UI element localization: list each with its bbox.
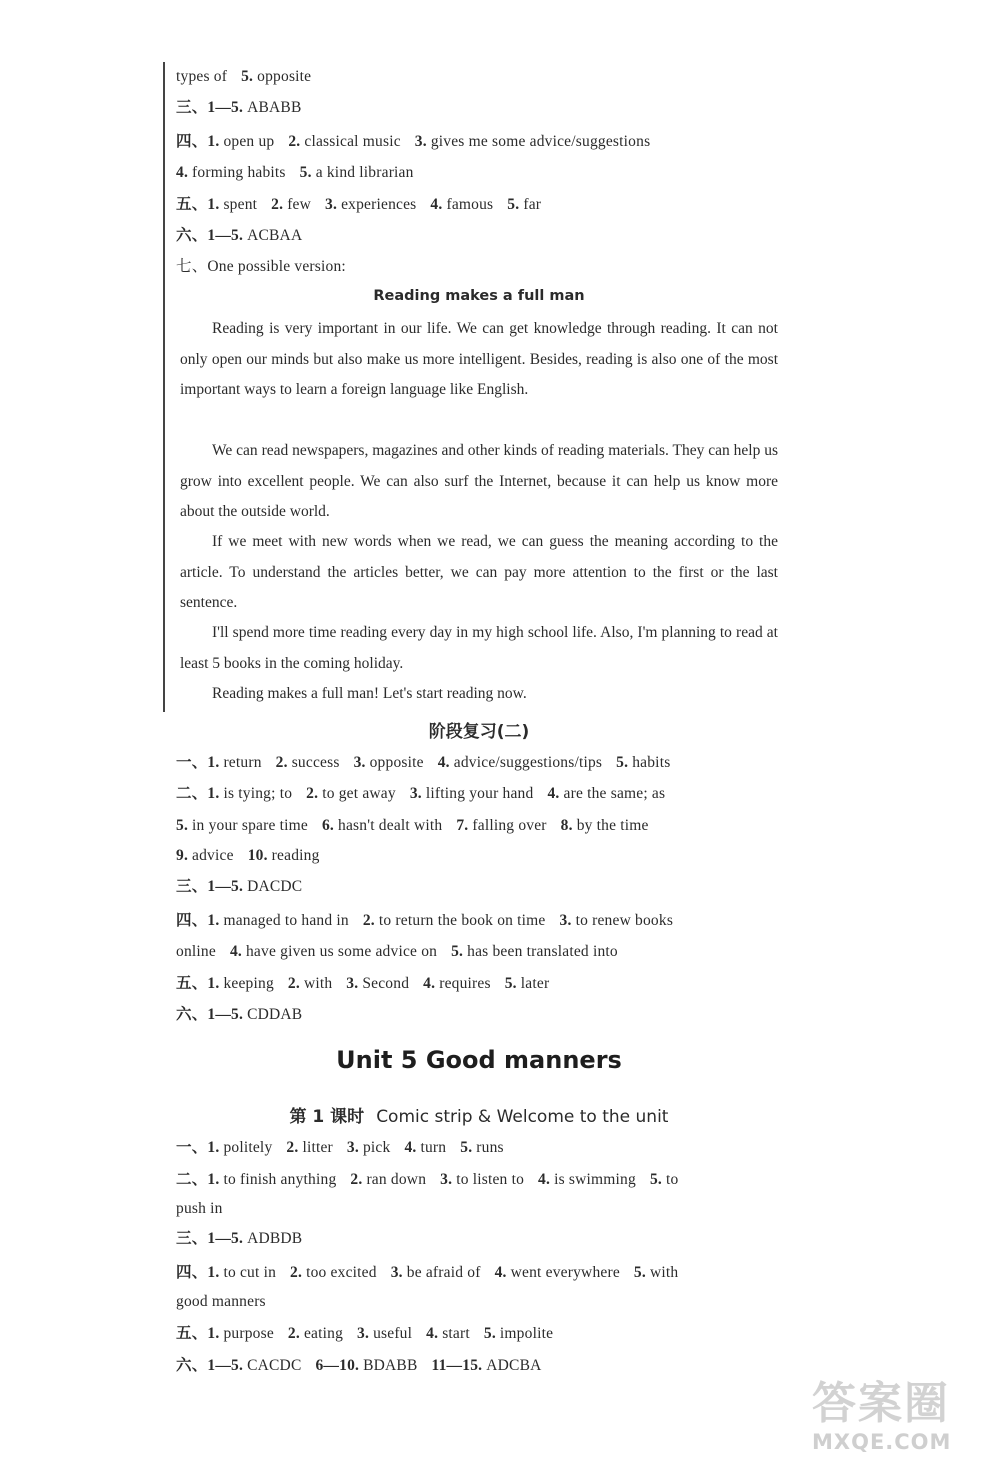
site-watermark xyxy=(812,1378,992,1468)
section-label: 四、1. xyxy=(176,1264,220,1281)
item-number: 4. xyxy=(426,1325,439,1342)
item-number: 5. xyxy=(241,68,254,85)
answer-text: turn xyxy=(420,1139,447,1156)
section-label: 四、1. xyxy=(176,912,220,929)
answer-text: types of xyxy=(176,68,228,85)
review-section-4-line-2 xyxy=(176,941,786,963)
section-label: 三、1—5. xyxy=(176,1230,244,1247)
item-number: 4. xyxy=(547,785,560,802)
answer-text: push in xyxy=(176,1200,223,1217)
answer-text: to finish anything xyxy=(223,1171,337,1188)
answer-text: few xyxy=(287,196,312,213)
answer-text: BDABB xyxy=(363,1357,418,1374)
answer-text: be afraid of xyxy=(406,1264,481,1281)
answer-text: useful xyxy=(373,1325,413,1342)
item-number: 4. xyxy=(430,196,443,213)
lesson-name: Comic strip & Welcome to the unit xyxy=(376,1107,669,1127)
answer-text: ACBAA xyxy=(247,227,303,244)
review-section-5-answers xyxy=(176,973,786,995)
item-number: 3. xyxy=(390,1264,403,1281)
review-section-2-line-1 xyxy=(176,783,786,805)
answer-text: ADBDB xyxy=(247,1230,303,1247)
lesson-title xyxy=(180,1102,778,1127)
answer-text: ADCBA xyxy=(486,1357,542,1374)
answer-text: to xyxy=(665,1171,679,1188)
section-label: 五、1. xyxy=(176,196,220,213)
answer-text: keeping xyxy=(223,975,274,992)
answer-text: too excited xyxy=(306,1264,377,1281)
answer-text: classical music xyxy=(304,133,401,150)
answer-text: has been translated into xyxy=(467,943,618,960)
answer-text: online xyxy=(176,943,216,960)
item-number: 5. xyxy=(507,196,520,213)
item-number: 3. xyxy=(357,1325,370,1342)
item-number: 6—10. xyxy=(315,1357,360,1374)
item-number: 4. xyxy=(423,975,436,992)
answer-text: advice/suggestions/tips xyxy=(453,754,603,771)
item-number: 2. xyxy=(350,1171,363,1188)
item-number: 2. xyxy=(287,975,300,992)
answer-text: are the same; as xyxy=(563,785,666,802)
answer-text: good manners xyxy=(176,1293,266,1310)
item-number: 3. xyxy=(409,785,422,802)
item-number: 5. xyxy=(451,943,464,960)
answer-text: to renew books xyxy=(575,912,674,929)
answer-text: have given us some advice on xyxy=(245,943,438,960)
item-number: 2. xyxy=(288,133,301,150)
item-number: 5. xyxy=(460,1139,473,1156)
answer-text: purpose xyxy=(223,1325,274,1342)
review-section-2-line-3 xyxy=(176,845,786,867)
answer-text: with xyxy=(649,1264,679,1281)
answer-text: ABABB xyxy=(247,99,302,116)
review-section-2-line-2 xyxy=(176,815,786,837)
item-number: 6. xyxy=(321,817,335,834)
answer-text: went everywhere xyxy=(510,1264,620,1281)
watermark-url: MXQE.COM xyxy=(812,1430,952,1454)
item-number: 5. xyxy=(176,817,189,834)
item-number: 3. xyxy=(440,1171,453,1188)
unit-section-4-line-1 xyxy=(176,1262,786,1284)
section-label: 七、One possible version: xyxy=(176,258,346,275)
item-number: 4. xyxy=(538,1171,551,1188)
answer-line-continuation xyxy=(176,66,786,88)
section-label: 五、1. xyxy=(176,975,220,992)
answer-text: requires xyxy=(439,975,491,992)
item-number: 4. xyxy=(229,943,242,960)
answer-text: start xyxy=(442,1325,470,1342)
item-number: 2. xyxy=(287,1325,300,1342)
item-number: 5. xyxy=(504,975,517,992)
answer-text: in your spare time xyxy=(192,817,308,834)
item-number: 3. xyxy=(353,754,366,771)
item-number: 5. xyxy=(649,1171,662,1188)
section-7-label xyxy=(176,256,786,278)
essay-paragraph-3: If we meet with new words when we read, we can guess the meaning according to the article. To understand the articles better, we can pay more attention to the first or the last sentence. xyxy=(180,533,778,611)
answer-text: to get away xyxy=(322,785,396,802)
item-number: 7. xyxy=(456,817,469,834)
review-section-1-answers xyxy=(176,752,786,774)
item-number: 5. xyxy=(633,1264,646,1281)
essay-paragraph-2: We can read newspapers, magazines and other kinds of reading materials. They can help us grow into excellent people. We can also surf the Internet, because it can help us know more about the outside world. xyxy=(180,442,778,520)
answer-text: ran down xyxy=(366,1171,427,1188)
unit-section-2-line-2 xyxy=(176,1198,786,1220)
section-label: 六、1—5. xyxy=(176,1357,244,1374)
item-number: 2. xyxy=(271,196,284,213)
unit-section-1-answers xyxy=(176,1137,786,1159)
item-number: 4. xyxy=(437,754,450,771)
answer-text: spent xyxy=(223,196,258,213)
item-number: 5. xyxy=(483,1325,496,1342)
stage-review-title: 阶段复习(二) xyxy=(428,722,530,742)
answer-text: is swimming xyxy=(554,1171,636,1188)
item-number: 3. xyxy=(325,196,338,213)
section-label: 三、1—5. xyxy=(176,99,244,116)
answer-text: DACDC xyxy=(247,878,303,895)
answer-text: to cut in xyxy=(223,1264,277,1281)
section-label: 五、1. xyxy=(176,1325,220,1342)
section-4-answers-line-1 xyxy=(176,131,786,153)
answer-text: by the time xyxy=(576,817,649,834)
section-4-answers-line-2 xyxy=(176,162,786,184)
answer-text: open up xyxy=(223,133,275,150)
essay-paragraph-5: Reading makes a full man! Let's start reading now. xyxy=(212,685,527,702)
answer-text: later xyxy=(520,975,550,992)
review-section-3-answers xyxy=(176,876,786,898)
essay-paragraph-4: I'll spend more time reading every day in my high school life. Also, I'm planning to read at least 5 books in the coming holiday. xyxy=(180,624,778,672)
section-label: 三、1—5. xyxy=(176,878,244,895)
item-number: 3. xyxy=(559,912,572,929)
answer-text: gives me some advice/suggestions xyxy=(430,133,651,150)
item-number: 4. xyxy=(404,1139,417,1156)
item-number: 2. xyxy=(275,754,288,771)
answer-text: opposite xyxy=(369,754,424,771)
answer-text: opposite xyxy=(257,68,312,85)
item-number: 4. xyxy=(176,164,189,181)
unit-section-3-answers xyxy=(176,1228,786,1250)
item-number: 8. xyxy=(560,817,573,834)
answer-text: is tying; to xyxy=(223,785,293,802)
answer-text: famous xyxy=(446,196,494,213)
section-5-answers xyxy=(176,194,786,216)
answer-text: runs xyxy=(476,1139,504,1156)
item-number: 2. xyxy=(290,1264,303,1281)
unit-section-6-answers xyxy=(176,1355,786,1377)
answer-text: falling over xyxy=(472,817,547,834)
review-section-4-line-1 xyxy=(176,910,786,932)
answer-text: to return the book on time xyxy=(378,912,546,929)
margin-rule xyxy=(163,62,165,712)
item-number: 2. xyxy=(306,785,319,802)
item-number: 9. xyxy=(176,847,189,864)
section-label: 一、1. xyxy=(176,1139,220,1156)
unit-section-2-line-1 xyxy=(176,1169,786,1191)
essay-title: Reading makes a full man xyxy=(373,288,585,304)
item-number: 4. xyxy=(494,1264,507,1281)
answer-text: lifting your hand xyxy=(425,785,534,802)
section-label: 六、1—5. xyxy=(176,1006,244,1023)
section-label: 一、1. xyxy=(176,754,220,771)
answer-text: CDDAB xyxy=(247,1006,303,1023)
unit-section-4-line-2 xyxy=(176,1291,786,1313)
answer-text: CACDC xyxy=(247,1357,302,1374)
answer-text: advice xyxy=(192,847,234,864)
answer-text: return xyxy=(223,754,262,771)
section-label: 二、1. xyxy=(176,1171,220,1188)
item-number: 3. xyxy=(346,1139,359,1156)
answer-text: Second xyxy=(362,975,410,992)
answer-text: forming habits xyxy=(192,164,286,181)
item-number: 3. xyxy=(414,133,427,150)
answer-text: experiences xyxy=(341,196,417,213)
section-label: 四、1. xyxy=(176,133,220,150)
essay-paragraph-1: Reading is very important in our life. We can get knowledge through reading. It can not only open our minds but also make us more intelligent. Besides, reading is also one of the most important ways to learn a foreign language like English. xyxy=(180,320,778,398)
unit-section-5-answers xyxy=(176,1323,786,1345)
answer-text: politely xyxy=(223,1139,273,1156)
unit-title: Unit 5 Good manners xyxy=(336,1046,622,1074)
item-number: 2. xyxy=(286,1139,299,1156)
item-number: 10. xyxy=(247,847,268,864)
item-number: 3. xyxy=(346,975,359,992)
section-6-answers xyxy=(176,225,786,247)
section-label: 六、1—5. xyxy=(176,227,244,244)
answer-text: success xyxy=(291,754,340,771)
section-label: 二、1. xyxy=(176,785,220,802)
section-3-answers xyxy=(176,97,786,119)
answer-text: hasn't dealt with xyxy=(338,817,443,834)
review-section-6-answers xyxy=(176,1004,786,1026)
watermark-logo: 答案圈 xyxy=(812,1378,950,1429)
answer-text: far xyxy=(523,196,542,213)
answer-text: impolite xyxy=(499,1325,554,1342)
answer-text: managed to hand in xyxy=(223,912,349,929)
answer-text: eating xyxy=(303,1325,344,1342)
item-number: 5. xyxy=(616,754,629,771)
item-number: 5. xyxy=(299,164,312,181)
answer-text: to listen to xyxy=(456,1171,525,1188)
answer-text: with xyxy=(303,975,333,992)
answer-text: a kind librarian xyxy=(315,164,414,181)
item-number: 2. xyxy=(362,912,375,929)
item-number: 11—15. xyxy=(431,1357,483,1374)
answer-text: habits xyxy=(632,754,671,771)
answer-text: reading xyxy=(271,847,320,864)
answer-text: litter xyxy=(302,1139,333,1156)
answer-text: pick xyxy=(362,1139,391,1156)
lesson-label: 第 1 课时 xyxy=(289,1107,365,1127)
